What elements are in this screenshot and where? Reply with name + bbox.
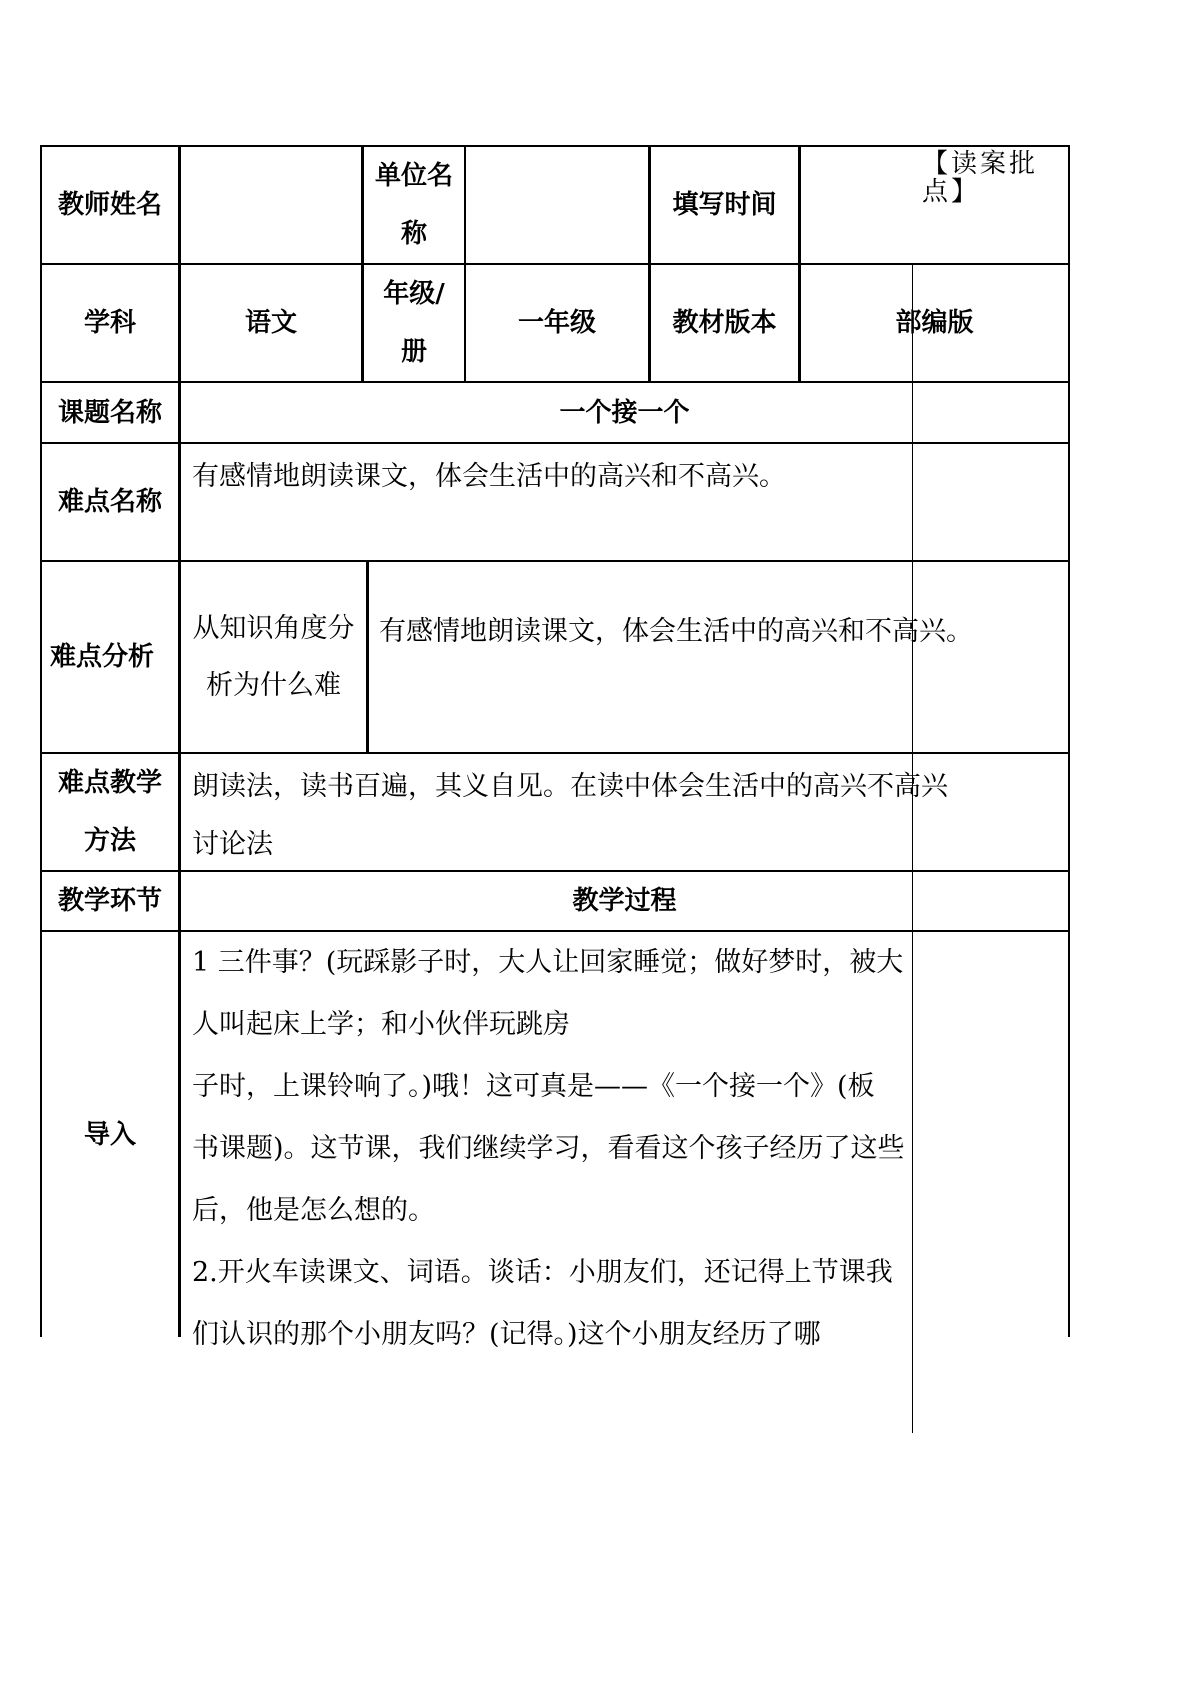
analysis-label: 难点分析 [49,642,154,672]
edition-label: 教材版本 [672,308,777,338]
difficulty-value: 有感情地朗读课文，体会生活中的高兴和不高兴。 [192,461,786,492]
teacher-name-label: 教师姓名 [57,190,162,220]
difficulty-label: 难点名称 [57,487,162,517]
grade-label-line1: 年级/ [383,279,445,309]
analysis-inner-divider [366,560,369,754]
unit-name-label-line1: 单位名 [374,161,453,191]
intro-line: 书课题)。这节课，我们继续学习，看看这个孩子经历了这些 [192,1133,905,1164]
analysis-sub-label-line2: 析为什么难 [206,670,341,701]
annotation-label [922,150,1038,206]
unit-name-value[interactable] [466,147,648,263]
table-border-right [1068,145,1070,1337]
teacher-name-value[interactable] [181,147,361,263]
edition-value: 部编版 [895,308,974,338]
intro-line: 1 三件事？(玩踩影子时，大人让回家睡觉；做好梦时，被大 [192,947,904,978]
intro-line: 们认识的那个小朋友吗？(记得。)这个小朋友经历了哪 [192,1319,821,1350]
intro-line: 子时，上课铃响了。)哦！这可真是——《一个接一个》(板 [192,1071,875,1102]
method-label [42,754,178,870]
topic-label: 课题名称 [57,397,162,428]
topic-value: 一个接一个 [559,397,690,428]
intro-line: 后，他是怎么想的。 [192,1195,435,1226]
method-label-line1: 难点教学 [57,768,162,798]
row-divider-3 [40,442,1070,444]
unit-name-label-line2: 称 [400,219,427,249]
unit-name-label [364,147,464,263]
analysis-value: 有感情地朗读课文，体会生活中的高兴和不高兴。 [379,616,973,647]
intro-line: 人叫起床上学；和小伙伴玩跳房 [192,1009,570,1040]
subject-value: 语文 [244,308,297,338]
grade-label [364,265,464,381]
method-line-2: 讨论法 [192,829,273,860]
fill-time-label: 填写时间 [672,190,777,220]
intro-content [192,932,905,1366]
subject-label: 学科 [83,308,136,338]
annotation-label-line2: 点】 [922,177,981,207]
fill-time-value[interactable] [801,147,921,263]
grade-value: 一年级 [517,308,596,338]
analysis-sub-label [181,562,366,752]
method-label-line2: 方法 [83,826,136,856]
method-line-1: 朗读法，读书百遍，其义自见。在读中体会生活中的高兴不高兴 [192,771,948,802]
intro-line: 2.开火车读课文、词语。谈话：小朋友们，还记得上节课我 [192,1257,893,1288]
intro-label: 导入 [83,1119,136,1150]
row-divider-5 [40,752,1070,754]
process-header-value: 教学过程 [572,886,677,916]
analysis-sub-label-line1: 从知识角度分 [192,613,355,644]
process-header-label: 教学环节 [57,886,162,916]
grade-label-line2: 册 [400,337,427,367]
annotation-label-line1: 【读案批 [922,149,1039,179]
